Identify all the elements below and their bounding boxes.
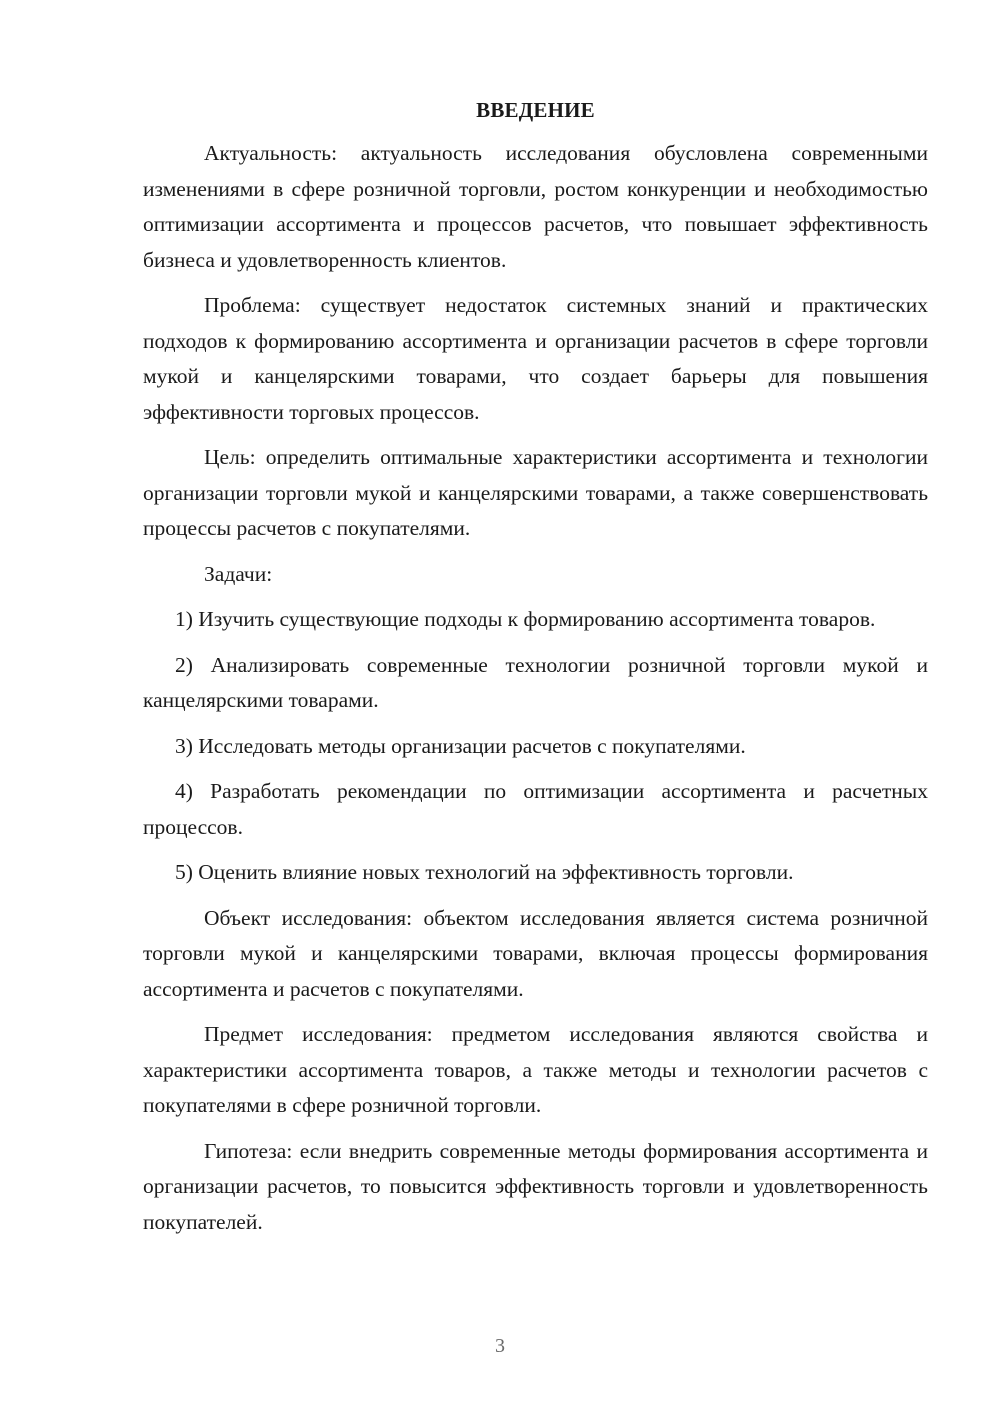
paragraph-goal: Цель: определить оптимальные характеристики ассортимента и технологии организации торговли мукой и канцелярскими товарами, а также совершенствовать процессы расчетов с покупателями. (143, 445, 928, 540)
task-item-4: 4) Разработать рекомендации по оптимизации ассортимента и расчетных процессов. (143, 779, 928, 839)
task-item-3: 3) Исследовать методы организации расчетов с покупателями. (175, 733, 746, 758)
task-item-1: 1) Изучить существующие подходы к формированию ассортимента товаров. (175, 607, 876, 631)
paragraph-hypothesis: Гипотеза: если внедрить современные методы формирования ассортимента и организации расчетов, то повысится эффективность торговли и удовлетворенность покупателей. (143, 1138, 928, 1234)
document-page (143, 96, 928, 1250)
paragraph-relevance: Актуальность: актуальность исследования обусловлена современными изменениями в сфере розничной торговли, ростом конкуренции и необходимостью оптимизации ассортимента и процессов расчетов, что повышает эффективность бизнеса и удовлетворенность клиентов. (143, 141, 928, 272)
paragraph-problem: Проблема: существует недостаток системных знаний и практических подходов к формированию ассортимента и организации расчетов в сфере торговли мукой и канцелярскими товарами, что создает барьеры для повышения эффективности торговых процессов. (143, 293, 928, 424)
task-item-5: 5) Оценить влияние новых технологий на эффективность торговли. (175, 860, 794, 884)
paragraph-object: Объект исследования: объектом исследования является система розничной торговли мукой и канцелярскими товарами, включая процессы формирования ассортимента и расчетов с покупателями. (143, 905, 928, 1001)
section-title: ВВЕДЕНИЕ (476, 98, 595, 122)
task-item-2: 2) Анализировать современные технологии розничной торговли мукой и канцелярскими товарами. (143, 652, 928, 712)
paragraph-subject: Предмет исследования: предметом исследования являются свойства и характеристики ассортимента товаров, а также методы и технологии расчетов с покупателями в сфере розничной торговли. (143, 1022, 928, 1117)
paragraph-tasks-heading: Задачи: (204, 561, 273, 586)
page-number: 3 (495, 1335, 505, 1357)
